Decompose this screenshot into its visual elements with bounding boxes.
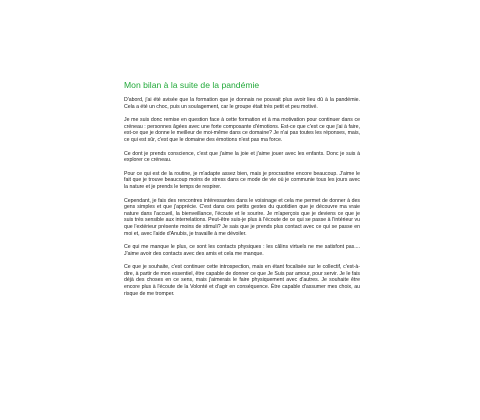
paragraph-wishes: Ce que je souhaite, c'est continuer cette introspection, mais en étant focalisée sur le collectif, c'est-à-dire, à partir de mon essentiel, être capable de donner ce que Je Suis par amour, pour servir. Je le fais déjà des choses en ce sens, mais j'aimerais le faire physiquement avec d'autres. Je souhaite être encore plus à l'écoute de la Volonté et d'agir en conséquence. Être capable d'assumer mes choix, au risque de me tromper. bbox=[124, 264, 360, 297]
document-title: Mon bilan à la suite de la pandémie bbox=[124, 80, 260, 90]
paragraph-awareness: Ce dont je prends conscience, c'est que j'aime la joie et j'aime jouer avec les enfants. Donc je suis à explorer ce créneau. bbox=[124, 150, 360, 164]
paragraph-questioning: Je me suis donc remise en question face à cette formation et à ma motivation pour continuer dans ce créneau : personnes âgées avec une forte composante d'émotions. Est-ce que c'est ce que j'ai à faire, est-ce que je donne le meilleur de moi-même dans ce domaine? Je n'ai pas toutes les réponses, mais, ce qui est sûr, c'est que le domaine des émotions n'est pas ma force. bbox=[124, 117, 360, 143]
paragraph-intro: D'abord, j'ai été avisée que la formation que je donnais ne pouvait plus avoir lieu dû à la pandémie. Cela a été un choc, puis un soulagement, car le groupe était très petit et peu motivé. bbox=[124, 97, 360, 110]
paragraph-encounters: Cependant, je fais des rencontres intéressantes dans le voisinage et cela me permet de donner à des gens simples et que j'apprécie. C'est dans ces petits gestes du quotidien que je découvre ma vraie nature dans l'accueil, la bienveillance, l'écoute et le sourire. Je m'aperçois que je deviens ce que je suis très sensible aux interrelations. Peut-être suis-je plus à l'écoute de ce qui se passe à l'intérieur vu que l'extérieur présente moins de stimuli? Je sais que je prends plus contact avec ce qui se passe en moi et, avec l'aide d'Anubis, je travaille à me dévoiler. bbox=[124, 197, 360, 237]
document-page bbox=[124, 80, 360, 304]
paragraph-missing: Ce qui me manque le plus, ce sont les contacts physiques : les câlins virtuels ne me satisfont pas.... J'aime avoir des contacts avec des amis et cela me manque. bbox=[124, 244, 360, 257]
paragraph-routine: Pour ce qui est de la routine, je m'adapte assez bien, mais je procrastine encore beaucoup. J'aime le fait que je trouve beaucoup moins de stress dans ce mode de vie où je communie tous les jours avec la nature et je prends le temps de respirer. bbox=[124, 170, 360, 190]
